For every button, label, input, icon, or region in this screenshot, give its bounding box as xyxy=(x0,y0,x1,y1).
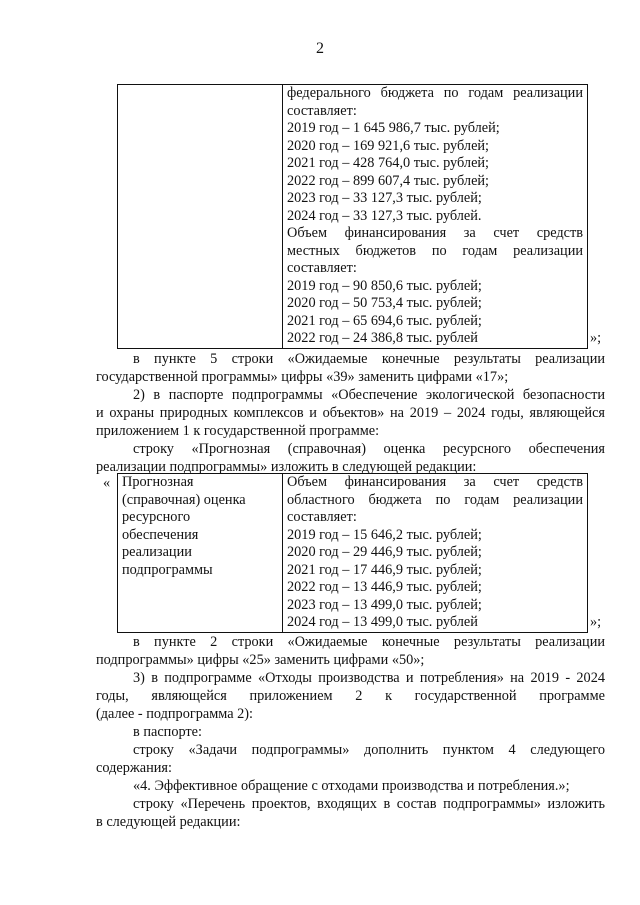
table2-left-line: подпрограммы xyxy=(122,561,213,578)
text-line: «4. Эффективное обращение с отходами производства и потребления.»; xyxy=(133,778,570,794)
text-line: 2) в паспорте подпрограммы «Обеспечение экологической безопасности xyxy=(133,387,605,403)
text-line: строку «Перечень проектов, входящих в состав подпрограммы» изложить xyxy=(133,796,605,812)
table2-left-line: реализации xyxy=(122,544,192,560)
text-line: реализации подпрограммы» изложить в следующей редакции: xyxy=(96,459,477,475)
text-line: государственной программы» цифры «39» заменить цифрами «17»; xyxy=(96,369,509,385)
text-line: в пункте 2 строки «Ожидаемые конечные результаты реализации xyxy=(133,634,605,650)
table1-line: составляет: xyxy=(287,260,357,276)
funding-table-federal-local xyxy=(117,84,588,349)
paragraph-block-2 xyxy=(96,633,605,831)
table1-line: 2023 год – 33 127,3 тыс. рублей; xyxy=(287,190,482,206)
text-line: 3) в подпрограмме «Отходы производства и потребления» на 2019 - 2024 xyxy=(133,670,605,686)
table1-line: 2022 год – 24 386,8 тыс. рублей xyxy=(287,330,478,346)
table2-left-line: Прогнозная xyxy=(122,474,194,490)
table2-line: 2024 год – 13 499,0 тыс. рублей xyxy=(287,614,478,630)
text-line: в следующей редакции: xyxy=(96,814,241,830)
table1-line: 2024 год – 33 127,3 тыс. рублей. xyxy=(287,207,482,224)
text-line: строку «Прогнозная (справочная) оценка ресурсного обеспечения xyxy=(133,441,605,457)
page-number: 2 xyxy=(316,40,324,57)
table2-line: 2019 год – 15 646,2 тыс. рублей; xyxy=(287,526,482,543)
table1-line: 2019 год – 1 645 986,7 тыс. рублей; xyxy=(287,120,500,136)
table1-line: 2019 год – 90 850,6 тыс. рублей; xyxy=(287,277,482,294)
table2-left-line: обеспечения xyxy=(122,526,199,543)
table2-line: 2022 год – 13 446,9 тыс. рублей; xyxy=(287,579,482,595)
text-line: строку «Задачи подпрограммы» дополнить пунктом 4 следующего xyxy=(133,742,605,758)
table2-left-cell xyxy=(118,474,283,633)
table1-right-cell xyxy=(283,85,588,349)
text-line: в пункте 5 строки «Ожидаемые конечные результаты реализации xyxy=(133,351,605,367)
table2-left-line: ресурсного xyxy=(122,509,191,525)
table1-line: 2021 год – 428 764,0 тыс. рублей; xyxy=(287,155,490,171)
text-line: в паспорте: xyxy=(133,724,202,740)
table2-closing-quote: »; xyxy=(590,614,602,630)
text-line: годы, являющейся приложением 2 к государственной программе xyxy=(96,688,605,704)
table2-line: 2020 год – 29 446,9 тыс. рублей; xyxy=(287,544,482,560)
table2-line: 2021 год – 17 446,9 тыс. рублей; xyxy=(287,561,482,578)
table1-line: составляет: xyxy=(287,102,357,119)
table1-line: местных бюджетов по годам реализации xyxy=(287,242,583,259)
text-line: содержания: xyxy=(96,760,172,776)
table2-line: Объем финансирования за счет средств xyxy=(287,474,583,490)
funding-table-regional xyxy=(117,473,588,633)
text-line: (далее - подпрограмма 2): xyxy=(96,706,254,722)
text-line: и охраны природных комплексов и объектов» на 2019 – 2024 годы, являющейся xyxy=(96,405,605,421)
table1-line: 2020 год – 169 921,6 тыс. рублей; xyxy=(287,137,490,154)
paragraph-block-1 xyxy=(96,350,605,476)
table2-left-line: (справочная) оценка xyxy=(122,491,246,508)
table2-line: областного бюджета по годам реализации xyxy=(287,491,583,508)
table1-line: 2021 год – 65 694,6 тыс. рублей; xyxy=(287,312,482,329)
table2-right-cell xyxy=(283,474,588,633)
table2-line: составляет: xyxy=(287,509,357,525)
text-line: подпрограммы» цифры «25» заменить цифрами «50»; xyxy=(96,652,425,668)
table2-opening-quote: « xyxy=(103,475,111,491)
table1-line: федерального бюджета по годам реализации xyxy=(287,85,583,101)
table2-line: 2023 год – 13 499,0 тыс. рублей; xyxy=(287,596,482,613)
table1-line: 2020 год – 50 753,4 тыс. рублей; xyxy=(287,295,482,311)
table1-line: 2022 год – 899 607,4 тыс. рублей; xyxy=(287,172,490,189)
table1-left-cell xyxy=(118,85,283,349)
table1-closing-quote: »; xyxy=(590,330,602,346)
table1-line: Объем финансирования за счет средств xyxy=(287,225,583,241)
text-line: приложением 1 к государственной программе: xyxy=(96,423,380,439)
